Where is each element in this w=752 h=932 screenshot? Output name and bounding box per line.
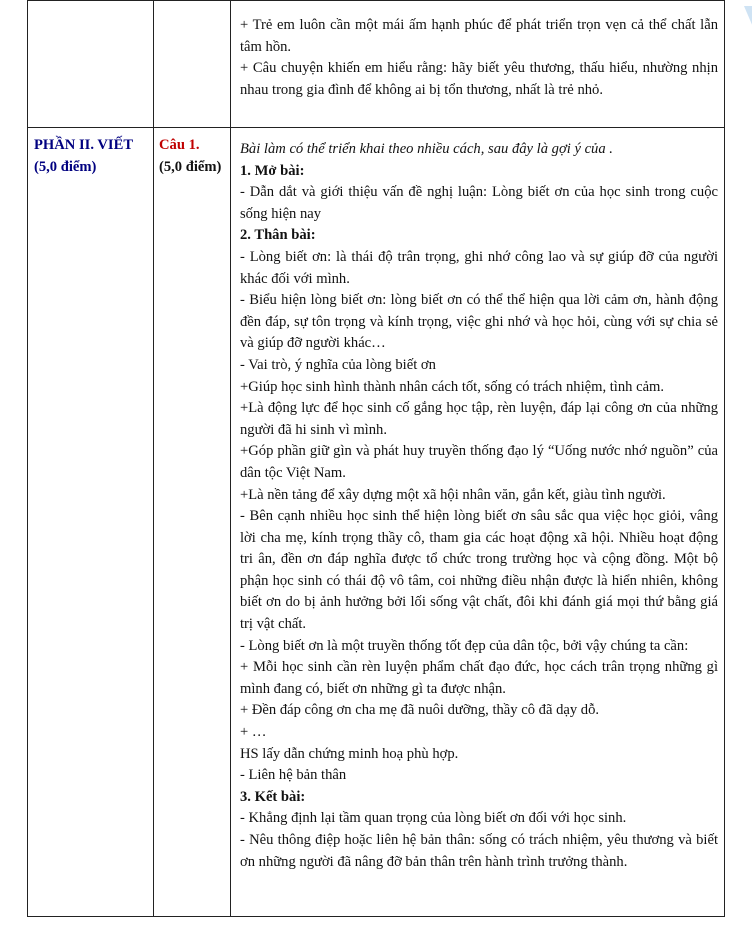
question-points: (5,0 điểm) bbox=[159, 159, 222, 175]
paragraph: HS lấy dẫn chứng minh hoạ phù hợp. bbox=[240, 745, 459, 762]
paragraph: +Góp phần giữ gìn và phát huy truyền thống đạo lý “Uống nước nhớ nguồn” của dân tộc Việt Nam. bbox=[240, 443, 718, 481]
section-heading: 3. Kết bài: bbox=[240, 788, 306, 805]
paragraph: +Giúp học sinh hình thành nhân cách tốt, sống có trách nhiệm, tình cảm. bbox=[240, 378, 665, 395]
table-row bbox=[28, 1, 725, 128]
question-cell bbox=[154, 128, 231, 917]
paragraph: + Đền đáp công ơn cha mẹ đã nuôi dưỡng, thầy cô đã dạy dỗ. bbox=[240, 702, 600, 719]
empty-cell bbox=[28, 1, 154, 128]
paragraph: - Biểu hiện lòng biết ơn: lòng biết ơn có thể thể hiện qua lời cảm ơn, hành động đền đáp, sự tôn trọng và kính trọng, việc ghi nhớ và học hỏi, cùng với sự chia sẻ và giúp đỡ người khác… bbox=[240, 292, 718, 352]
paragraph: + Câu chuyện khiến em hiểu rằng: hãy biết yêu thương, thấu hiểu, nhường nhịn nhau trong gia đình để không ai bị tổn thương, nhất là trẻ nhỏ. bbox=[240, 60, 718, 98]
section-heading: 2. Thân bài: bbox=[240, 227, 316, 244]
top-content-cell bbox=[231, 1, 725, 128]
paragraph: + Trẻ em luôn cần một mái ấm hạnh phúc để phát triển trọn vẹn cả thể chất lẫn tâm hồn. bbox=[240, 17, 718, 55]
section-heading: 1. Mở bài: bbox=[240, 162, 305, 179]
paragraph: - Nêu thông điệp hoặc liên hệ bản thân: sống có trách nhiệm, yêu thương và biết ơn những người đã nâng đỡ bản thân trên hành trình trưởng thành. bbox=[240, 832, 718, 870]
part-points: (5,0 điểm) bbox=[34, 159, 97, 175]
paragraph: - Bên cạnh nhiều học sinh thể hiện lòng biết ơn sâu sắc qua việc học giỏi, vâng lời cha mẹ, kính trọng thầy cô, tham gia các hoạt động xã hội. Nhiều hoạt động tri ân, đền ơn đáp nghĩa được tổ chức trong trường học và cộng đồng. Một bộ phận học sinh có thái độ vô tâm, coi những điều nhận được là hiển nhiên, không biết ơn do bị ảnh hưởng bởi lối sống vật chất, đôi khi đánh giá mọi thứ bằng giá trị vật chất. bbox=[240, 508, 718, 633]
page-corner-decoration-icon bbox=[742, 6, 752, 34]
paragraph: +Là động lực để học sinh cố gắng học tập, rèn luyện, đáp lại công ơn của những người đã hi sinh vì mình. bbox=[240, 400, 718, 438]
answer-intro: Bài làm có thể triển khai theo nhiều cách, sau đây là gợi ý của . bbox=[240, 141, 613, 157]
answer-cell bbox=[231, 128, 725, 917]
paragraph: + Mỗi học sinh cần rèn luyện phẩm chất đạo đức, học cách trân trọng những gì mình đang có, biết ơn những gì ta được nhận. bbox=[240, 659, 718, 697]
paragraph: - Vai trò, ý nghĩa của lòng biết ơn bbox=[240, 356, 436, 373]
paragraph: + … bbox=[240, 724, 267, 741]
answer-key-table bbox=[27, 0, 725, 917]
part-title: PHẦN II. VIẾT bbox=[34, 137, 134, 153]
table-row bbox=[28, 128, 725, 917]
empty-cell bbox=[154, 1, 231, 128]
paragraph: - Dẫn dắt và giới thiệu vấn đề nghị luận: Lòng biết ơn của học sinh trong cuộc sống hiện nay bbox=[240, 184, 718, 222]
paragraph: - Lòng biết ơn: là thái độ trân trọng, ghi nhớ công lao và sự giúp đỡ của người khác đối với mình. bbox=[240, 248, 718, 287]
paragraph: - Khẳng định lại tầm quan trọng của lòng biết ơn đối với học sinh. bbox=[240, 810, 627, 827]
question-title: Câu 1. bbox=[159, 137, 200, 153]
paragraph: +Là nền tảng để xây dựng một xã hội nhân văn, gắn kết, giàu tình người. bbox=[240, 486, 666, 503]
paragraph: - Lòng biết ơn là một truyền thống tốt đẹp của dân tộc, bởi vậy chúng ta cần: bbox=[240, 637, 689, 654]
part-cell bbox=[28, 128, 154, 917]
paragraph: - Liên hệ bản thân bbox=[240, 767, 347, 784]
